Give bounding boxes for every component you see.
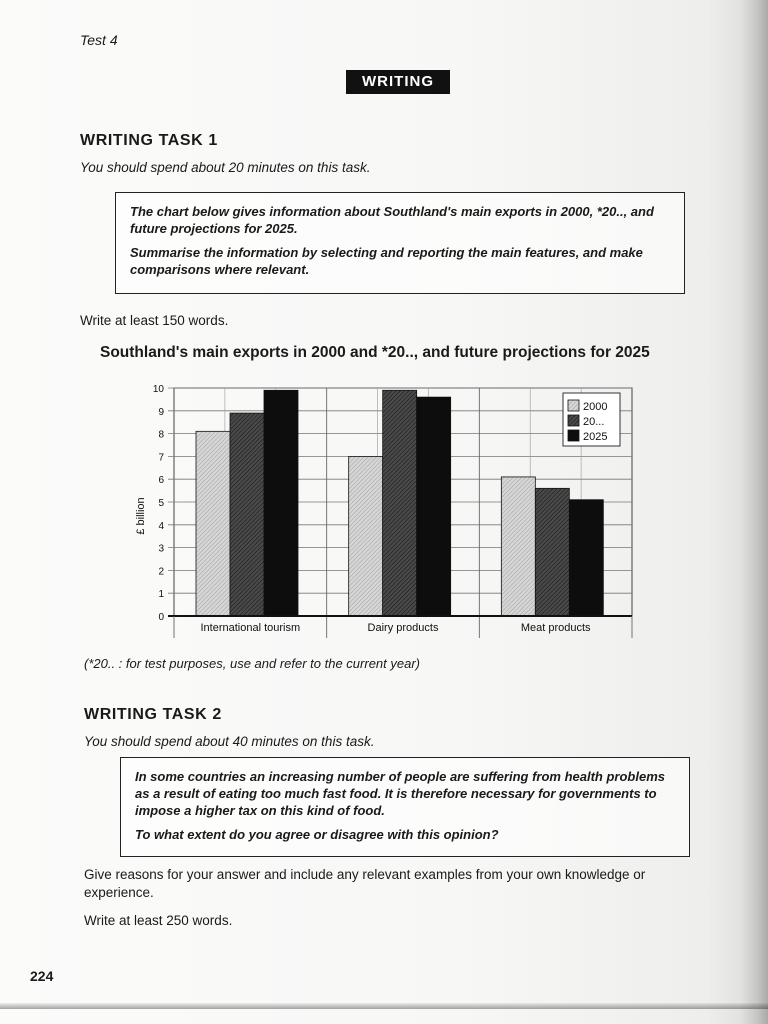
y-tick-label: 8 [158,429,164,441]
chart-title: Southland's main exports in 2000 and *20.., and future projections for 2025 [100,344,650,361]
task2-reasons: Give reasons for your answer and include any relevant examples from your own knowledge or experience. [84,867,646,900]
category-label: Meat products [520,622,591,634]
task1-heading: WRITING TASK 1 [80,132,218,149]
section-banner: WRITING [346,70,450,94]
bar-20-0 [230,413,264,616]
page-edge-shadow [740,0,768,1024]
y-tick-label: 1 [158,589,164,601]
y-tick-label: 10 [152,384,164,395]
bar-2025-0 [264,390,298,616]
chart-footnote: (*20.. : for test purposes, use and refer to the current year) [84,656,421,671]
task2-word-count: Write at least 250 words. [84,913,233,928]
legend-label: 20... [583,416,605,428]
y-tick-label: 0 [158,612,164,623]
y-axis-label: £ billion [135,497,147,535]
y-tick-label: 6 [158,475,164,487]
legend-swatch [568,415,579,426]
page-bottom-edge [0,1003,768,1009]
bar-2000-0 [196,431,230,616]
y-tick-label: 5 [158,498,164,509]
bar-20-2 [535,488,569,616]
legend-swatch [568,400,579,411]
y-tick-label: 3 [158,543,164,555]
task1-word-count: Write at least 150 words. [80,313,229,328]
y-tick-label: 7 [158,452,164,464]
task1-prompt-box [115,192,685,294]
category-label: International tourism [200,622,301,634]
task2-prompt-1: In some countries an increasing number of people are suffering from health problems as a result of eating too much fast food. It is therefore necessary for governments to impose a higher tax on this kind of food. [135,769,665,818]
y-tick-label: 4 [158,520,164,532]
bar-2025-2 [569,500,603,616]
task2-time-note: You should spend about 40 minutes on this task. [84,734,375,749]
task1-prompt-2: Summarise the information by selecting and reporting the main features, and make comparisons where relevant. [130,245,643,277]
legend-swatch [568,430,579,441]
exports-bar-chart [120,378,650,643]
y-tick-label: 2 [158,566,164,578]
category-label: Dairy products [367,622,439,634]
legend-label: 2025 [583,431,608,443]
page-number: 224 [30,968,54,984]
bar-20-1 [383,390,417,616]
legend-label: 2000 [583,401,608,413]
bar-2000-2 [501,477,535,616]
task2-heading: WRITING TASK 2 [84,706,222,723]
task1-time-note: You should spend about 20 minutes on this task. [80,160,371,175]
test-label: Test 4 [80,32,118,48]
bar-2025-1 [417,397,451,616]
y-tick-label: 9 [158,406,164,418]
task2-prompt-2: To what extent do you agree or disagree with this opinion? [135,827,499,842]
task1-prompt-1: The chart below gives information about Southland's main exports in 2000, *20.., and future projections for 2025. [130,204,654,236]
task2-prompt-box [120,757,690,857]
bar-2000-1 [349,456,383,616]
